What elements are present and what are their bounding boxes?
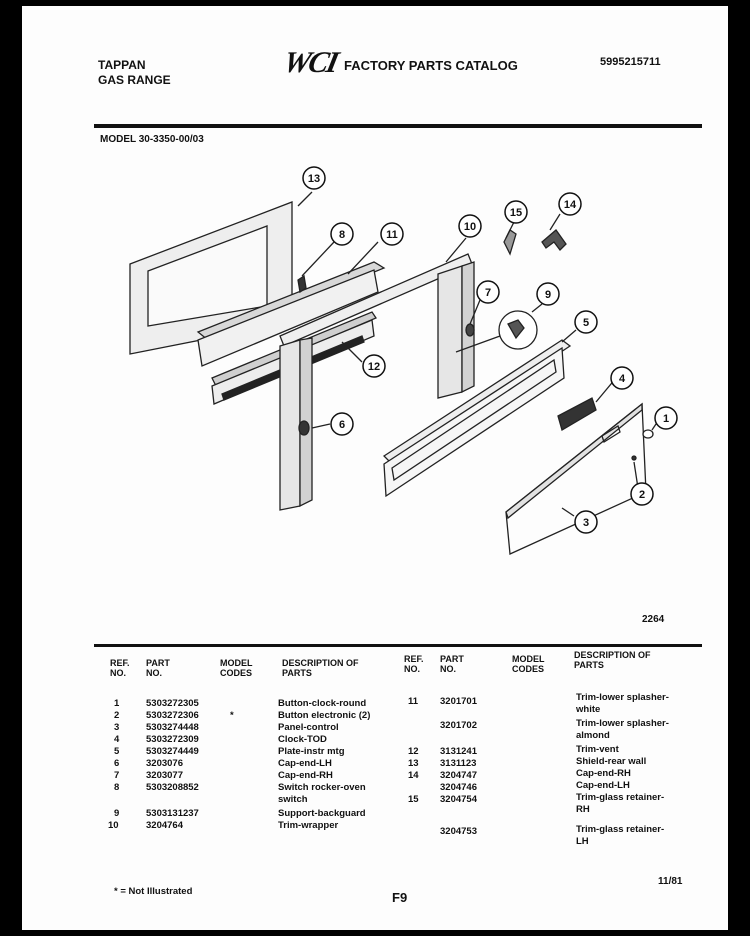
callout-10 bbox=[459, 215, 481, 237]
left-ref: 3 bbox=[114, 722, 120, 733]
model-number: MODEL 30-3350-00/03 bbox=[100, 134, 204, 145]
left-desc: Switch rocker-oven bbox=[278, 782, 366, 793]
left-part: 5303274448 bbox=[146, 722, 199, 733]
svg-text:12: 12 bbox=[367, 361, 381, 373]
right-desc: LH bbox=[576, 836, 589, 847]
callout-6 bbox=[331, 413, 353, 435]
right-ref: 11 bbox=[408, 696, 419, 707]
right-ref: 13 bbox=[408, 758, 419, 769]
catalog-page bbox=[22, 6, 728, 930]
callout-3 bbox=[575, 511, 597, 533]
left-desc-header: DESCRIPTION OF PARTS bbox=[282, 658, 359, 678]
right-part: 3204754 bbox=[440, 794, 477, 805]
right-part-header: PART NO. bbox=[440, 654, 464, 674]
left-part-header: PART NO. bbox=[146, 658, 170, 678]
page-number: F9 bbox=[392, 890, 408, 905]
left-desc: Button electronic (2) bbox=[278, 710, 371, 721]
right-part: 3201701 bbox=[440, 696, 477, 707]
left-part: 3204764 bbox=[146, 820, 183, 831]
svg-text:3: 3 bbox=[582, 517, 590, 529]
callout-9 bbox=[537, 283, 559, 305]
left-desc: Button-clock-round bbox=[278, 698, 367, 709]
left-desc: Cap-end-LH bbox=[278, 758, 332, 769]
left-part: 5303208852 bbox=[146, 782, 199, 793]
right-part: 3204753 bbox=[440, 826, 477, 837]
svg-text:10: 10 bbox=[463, 221, 477, 233]
svg-text:6: 6 bbox=[338, 419, 346, 431]
catalog-number: 5995215711 bbox=[600, 56, 661, 68]
right-desc: RH bbox=[576, 804, 590, 815]
left-desc: Panel-control bbox=[278, 722, 339, 733]
right-desc: white bbox=[576, 704, 601, 715]
left-ref-header: REF. NO. bbox=[110, 658, 130, 678]
right-desc: Cap-end-LH bbox=[576, 780, 630, 791]
right-desc: Trim-vent bbox=[576, 744, 619, 755]
right-desc: Trim-lower splasher- bbox=[576, 692, 669, 703]
svg-text:14: 14 bbox=[563, 199, 577, 211]
right-part: 3131123 bbox=[440, 758, 477, 769]
svg-text:9: 9 bbox=[544, 289, 552, 301]
left-model-header: MODEL CODES bbox=[220, 658, 253, 678]
right-part: 3204747 bbox=[440, 770, 477, 781]
wci-logo: WCI bbox=[280, 46, 340, 79]
svg-text:5: 5 bbox=[582, 317, 590, 329]
left-part: 3203077 bbox=[146, 770, 183, 781]
catalog-title: FACTORY PARTS CATALOG bbox=[344, 58, 518, 73]
right-ref: 12 bbox=[408, 746, 419, 757]
callout-1 bbox=[655, 407, 677, 429]
svg-text:7: 7 bbox=[484, 287, 492, 299]
product-name: GAS RANGE bbox=[98, 73, 171, 87]
callout-2 bbox=[631, 483, 653, 505]
left-part: 5303272305 bbox=[146, 698, 199, 709]
svg-text:15: 15 bbox=[509, 207, 523, 219]
left-part: 5303131237 bbox=[146, 808, 199, 819]
svg-text:13: 13 bbox=[307, 173, 321, 185]
callout-8 bbox=[331, 223, 353, 245]
exploded-parts-diagram bbox=[22, 6, 728, 636]
left-ref: 9 bbox=[114, 808, 120, 819]
left-ref: 10 bbox=[108, 820, 119, 831]
right-desc: Trim-lower splasher- bbox=[576, 718, 669, 729]
right-ref: 15 bbox=[408, 794, 419, 805]
catalog-date: 11/81 bbox=[658, 876, 683, 887]
right-desc: Cap-end-RH bbox=[576, 768, 631, 779]
footnote: * = Not Illustrated bbox=[114, 886, 193, 897]
left-part: 5303274449 bbox=[146, 746, 199, 757]
right-ref-header: REF. NO. bbox=[404, 654, 424, 674]
left-ref: 5 bbox=[114, 746, 120, 757]
callout-11 bbox=[381, 223, 403, 245]
callout-7 bbox=[477, 281, 499, 303]
left-desc: Clock-TOD bbox=[278, 734, 327, 745]
left-desc: Trim-wrapper bbox=[278, 820, 339, 831]
left-ref: 2 bbox=[114, 710, 120, 721]
right-desc: Shield-rear wall bbox=[576, 756, 647, 767]
left-ref: 8 bbox=[114, 782, 120, 793]
left-ref: 1 bbox=[114, 698, 120, 709]
brand-name: TAPPAN bbox=[98, 58, 146, 72]
left-desc: switch bbox=[278, 794, 308, 805]
table-rule bbox=[94, 644, 702, 647]
callout-5 bbox=[575, 311, 597, 333]
callout-12 bbox=[363, 355, 385, 377]
left-part: 5303272309 bbox=[146, 734, 199, 745]
left-ref: 6 bbox=[114, 758, 120, 769]
left-code: * bbox=[230, 710, 234, 721]
left-part: 3203076 bbox=[146, 758, 183, 769]
svg-text:8: 8 bbox=[338, 229, 346, 241]
left-part: 5303272306 bbox=[146, 710, 199, 721]
left-desc: Support-backguard bbox=[278, 808, 366, 819]
right-part: 3204746 bbox=[440, 782, 477, 793]
callout-4 bbox=[611, 367, 633, 389]
right-model-header: MODEL CODES bbox=[512, 654, 545, 674]
svg-text:2: 2 bbox=[638, 489, 646, 501]
right-part: 3201702 bbox=[440, 720, 477, 731]
svg-text:4: 4 bbox=[618, 373, 626, 385]
right-part: 3131241 bbox=[440, 746, 477, 757]
left-desc: Cap-end-RH bbox=[278, 770, 333, 781]
right-desc-header: DESCRIPTION OF PARTS bbox=[574, 650, 651, 670]
right-desc: Trim-glass retainer- bbox=[576, 792, 665, 803]
svg-text:1: 1 bbox=[662, 413, 670, 425]
callout-14 bbox=[559, 193, 581, 215]
callout-13 bbox=[303, 167, 325, 189]
right-desc: Trim-glass retainer- bbox=[576, 824, 665, 835]
left-ref: 7 bbox=[114, 770, 120, 781]
left-ref: 4 bbox=[114, 734, 120, 745]
left-desc: Plate-instr mtg bbox=[278, 746, 345, 757]
callout-15 bbox=[505, 201, 527, 223]
right-desc: almond bbox=[576, 730, 610, 741]
svg-text:11: 11 bbox=[386, 229, 398, 241]
right-ref: 14 bbox=[408, 770, 419, 781]
diagram-code: 2264 bbox=[642, 614, 665, 625]
